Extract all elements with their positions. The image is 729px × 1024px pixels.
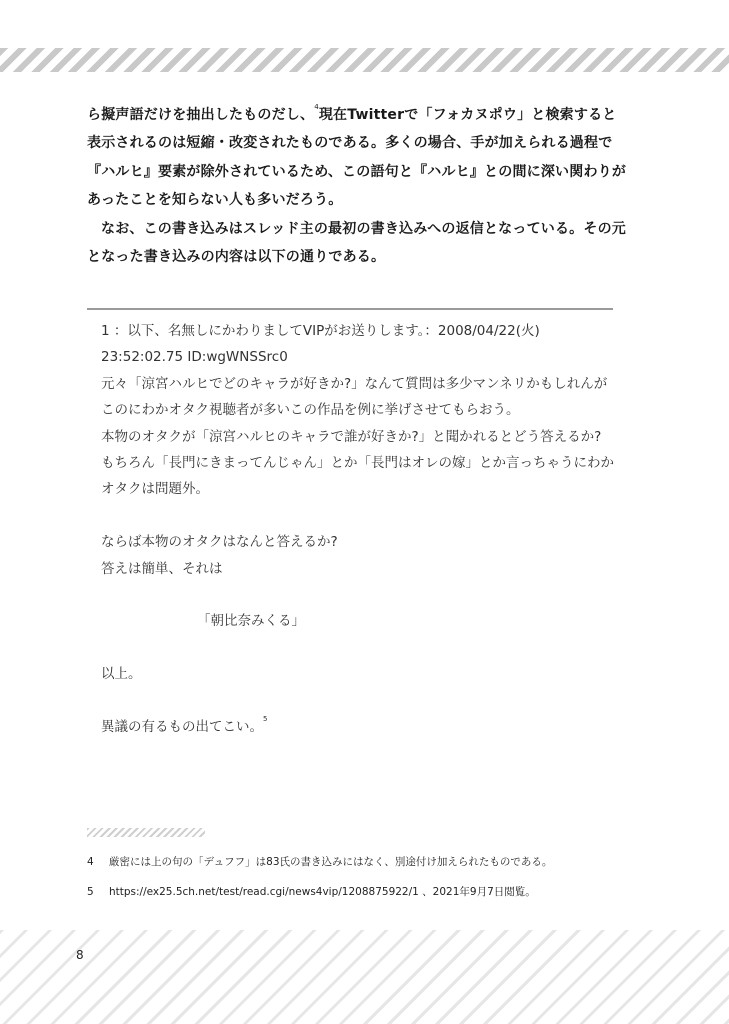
post-header-line-1: 1 ：以下、名無しにかわりましてVIPがお送りします。：2008/04/22(火) [101, 323, 540, 339]
page-number: 8 [76, 948, 84, 962]
footnote-number: 5 [87, 886, 94, 898]
body-paragraph-2: なお、この書き込みはスレッド主の最初の書き込みへの返信となっている。その元となった書き込みの内容は以下の通りである。 [87, 220, 626, 266]
footnote-item [87, 884, 647, 900]
body-text [87, 101, 627, 271]
post-line: 答えは簡単、それは [101, 560, 223, 577]
post-blank-line [101, 503, 621, 529]
post-blank-line [101, 582, 621, 608]
body-paragraph-1 [87, 101, 627, 215]
quote-divider [87, 308, 613, 310]
post-line: 元々「涼宮ハルヒでどのキャラが好きか?」なんて質問は多少マンネリかもしれんが [101, 375, 608, 392]
post-line-text: 異議の有るもの出てこい。 [101, 719, 263, 736]
body-paragraph-1-rest: 現在Twitterで「フォカヌポウ」と検索すると表示されるのは短縮・改変されたものである。多くの場合、手が加えられる過程で『ハルヒ』要素が除外されているため、この語句と『ハルヒ』との間に深い関わりがあったことを知らない人も多いだろう。 [87, 107, 627, 209]
footnote-text: 厳密には上の句の「デュフフ」は83氏の書き込みにはなく、別途付け加えられたものである。 [109, 856, 553, 868]
footnotes [87, 854, 647, 914]
footnote-item [87, 854, 647, 870]
footnote-ref-4: 4 [314, 103, 319, 111]
footnote-ref-5: 5 [263, 715, 268, 724]
post-answer-line: 「朝比奈みくる」 [197, 613, 305, 630]
post-line: このにわかオタク視聴者が多いこの作品を例に挙げさせてもらおう。 [101, 402, 520, 419]
post-blank-line [101, 635, 621, 661]
post-header-line-2: 23:52:02.75 ID:wgWNSSrc0 [101, 349, 288, 366]
footnote-number: 4 [87, 856, 94, 868]
post-last-line [101, 714, 621, 740]
top-stripe-band [0, 48, 729, 72]
post-line: ならば本物のオタクはなんと答えるか? [101, 534, 338, 551]
footnote-text: https://ex25.5ch.net/test/read.cgi/news4vip/1208875922/1 、2021年9月7日閲覧。 [109, 886, 536, 898]
bottom-stripe-band [0, 930, 729, 1024]
post-line: 以上。 [101, 666, 142, 683]
footnote-separator [87, 828, 205, 837]
post-line: もちろん「長門にきまってんじゃん」とか「長門はオレの嫁」とか言っちゃうにわかオタクは問題外。 [101, 455, 614, 498]
body-paragraph-1-start: ら擬声語だけを抽出したものだし、 [87, 107, 315, 123]
quoted-post [101, 318, 621, 740]
post-blank-line [101, 688, 621, 714]
post-line: 本物のオタクが「涼宮ハルヒのキャラで誰が好きか?」と聞かれるとどう答えるか? [101, 428, 602, 445]
